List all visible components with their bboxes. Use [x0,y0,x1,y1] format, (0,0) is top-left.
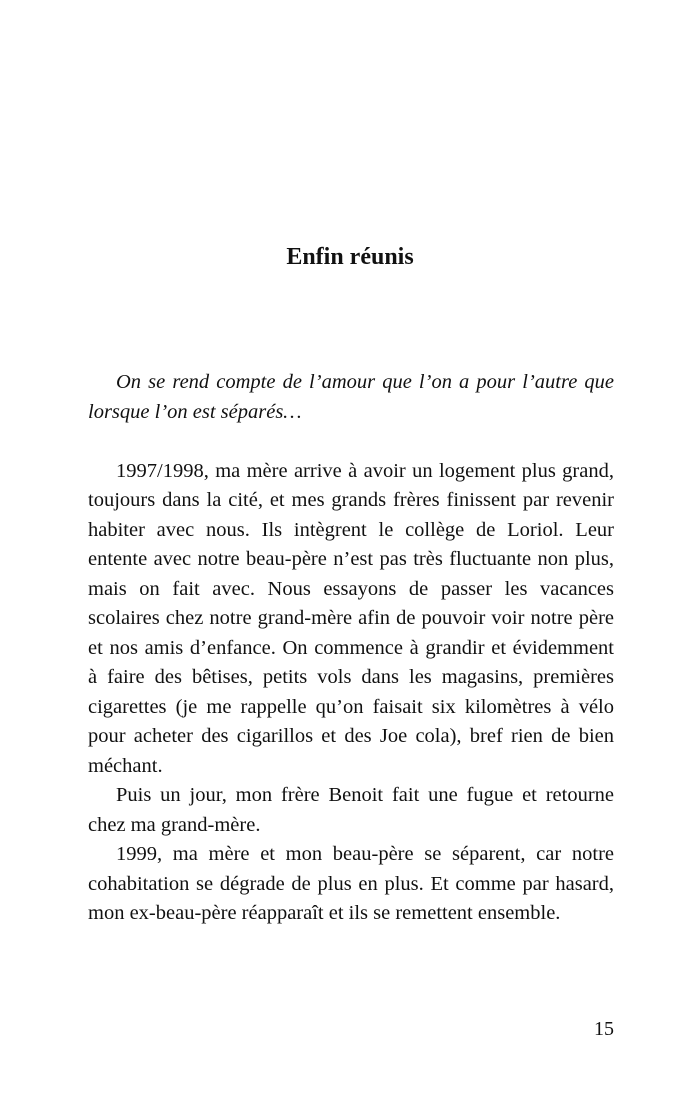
chapter-body [88,368,614,929]
paragraph-1: 1997/1998, ma mère arrive à avoir un logement plus grand, toujours dans la cité, et mes grands frères finissent par revenir habiter avec nous. Ils intègrent le collège de Loriol. Leur entente avec notre beau-père n’est pas très fluctuante non plus, mais on fait avec. Nous essayons de passer les vacances scolaires chez notre grand-mère afin de pouvoir voir notre père et nos amis d’enfance. On commence à grandir et évidemment à faire des bêtises, petits vols dans les magasins, premières cigarettes (je me rappelle qu’on faisait six kilomètres à vélo pour acheter des cigarillos et des Joe cola), bref rien de bien méchant. [88,459,614,777]
epigraph: On se rend compte de l’amour que l’on a pour l’autre que lorsque l’on est séparés… [88,371,614,423]
paragraph-2: Puis un jour, mon frère Benoit fait une fugue et retourne chez ma grand-mère. [88,784,614,836]
page-number: 15 [594,1018,614,1040]
paragraph-3: 1999, ma mère et mon beau-père se séparent, car notre cohabitation se dégrade de plus en plus. Et comme par hasard, mon ex-beau-père réapparaît et ils se remettent ensemble. [88,843,614,924]
chapter-title: Enfin réunis [286,244,414,270]
paragraph-spacer [88,427,614,457]
